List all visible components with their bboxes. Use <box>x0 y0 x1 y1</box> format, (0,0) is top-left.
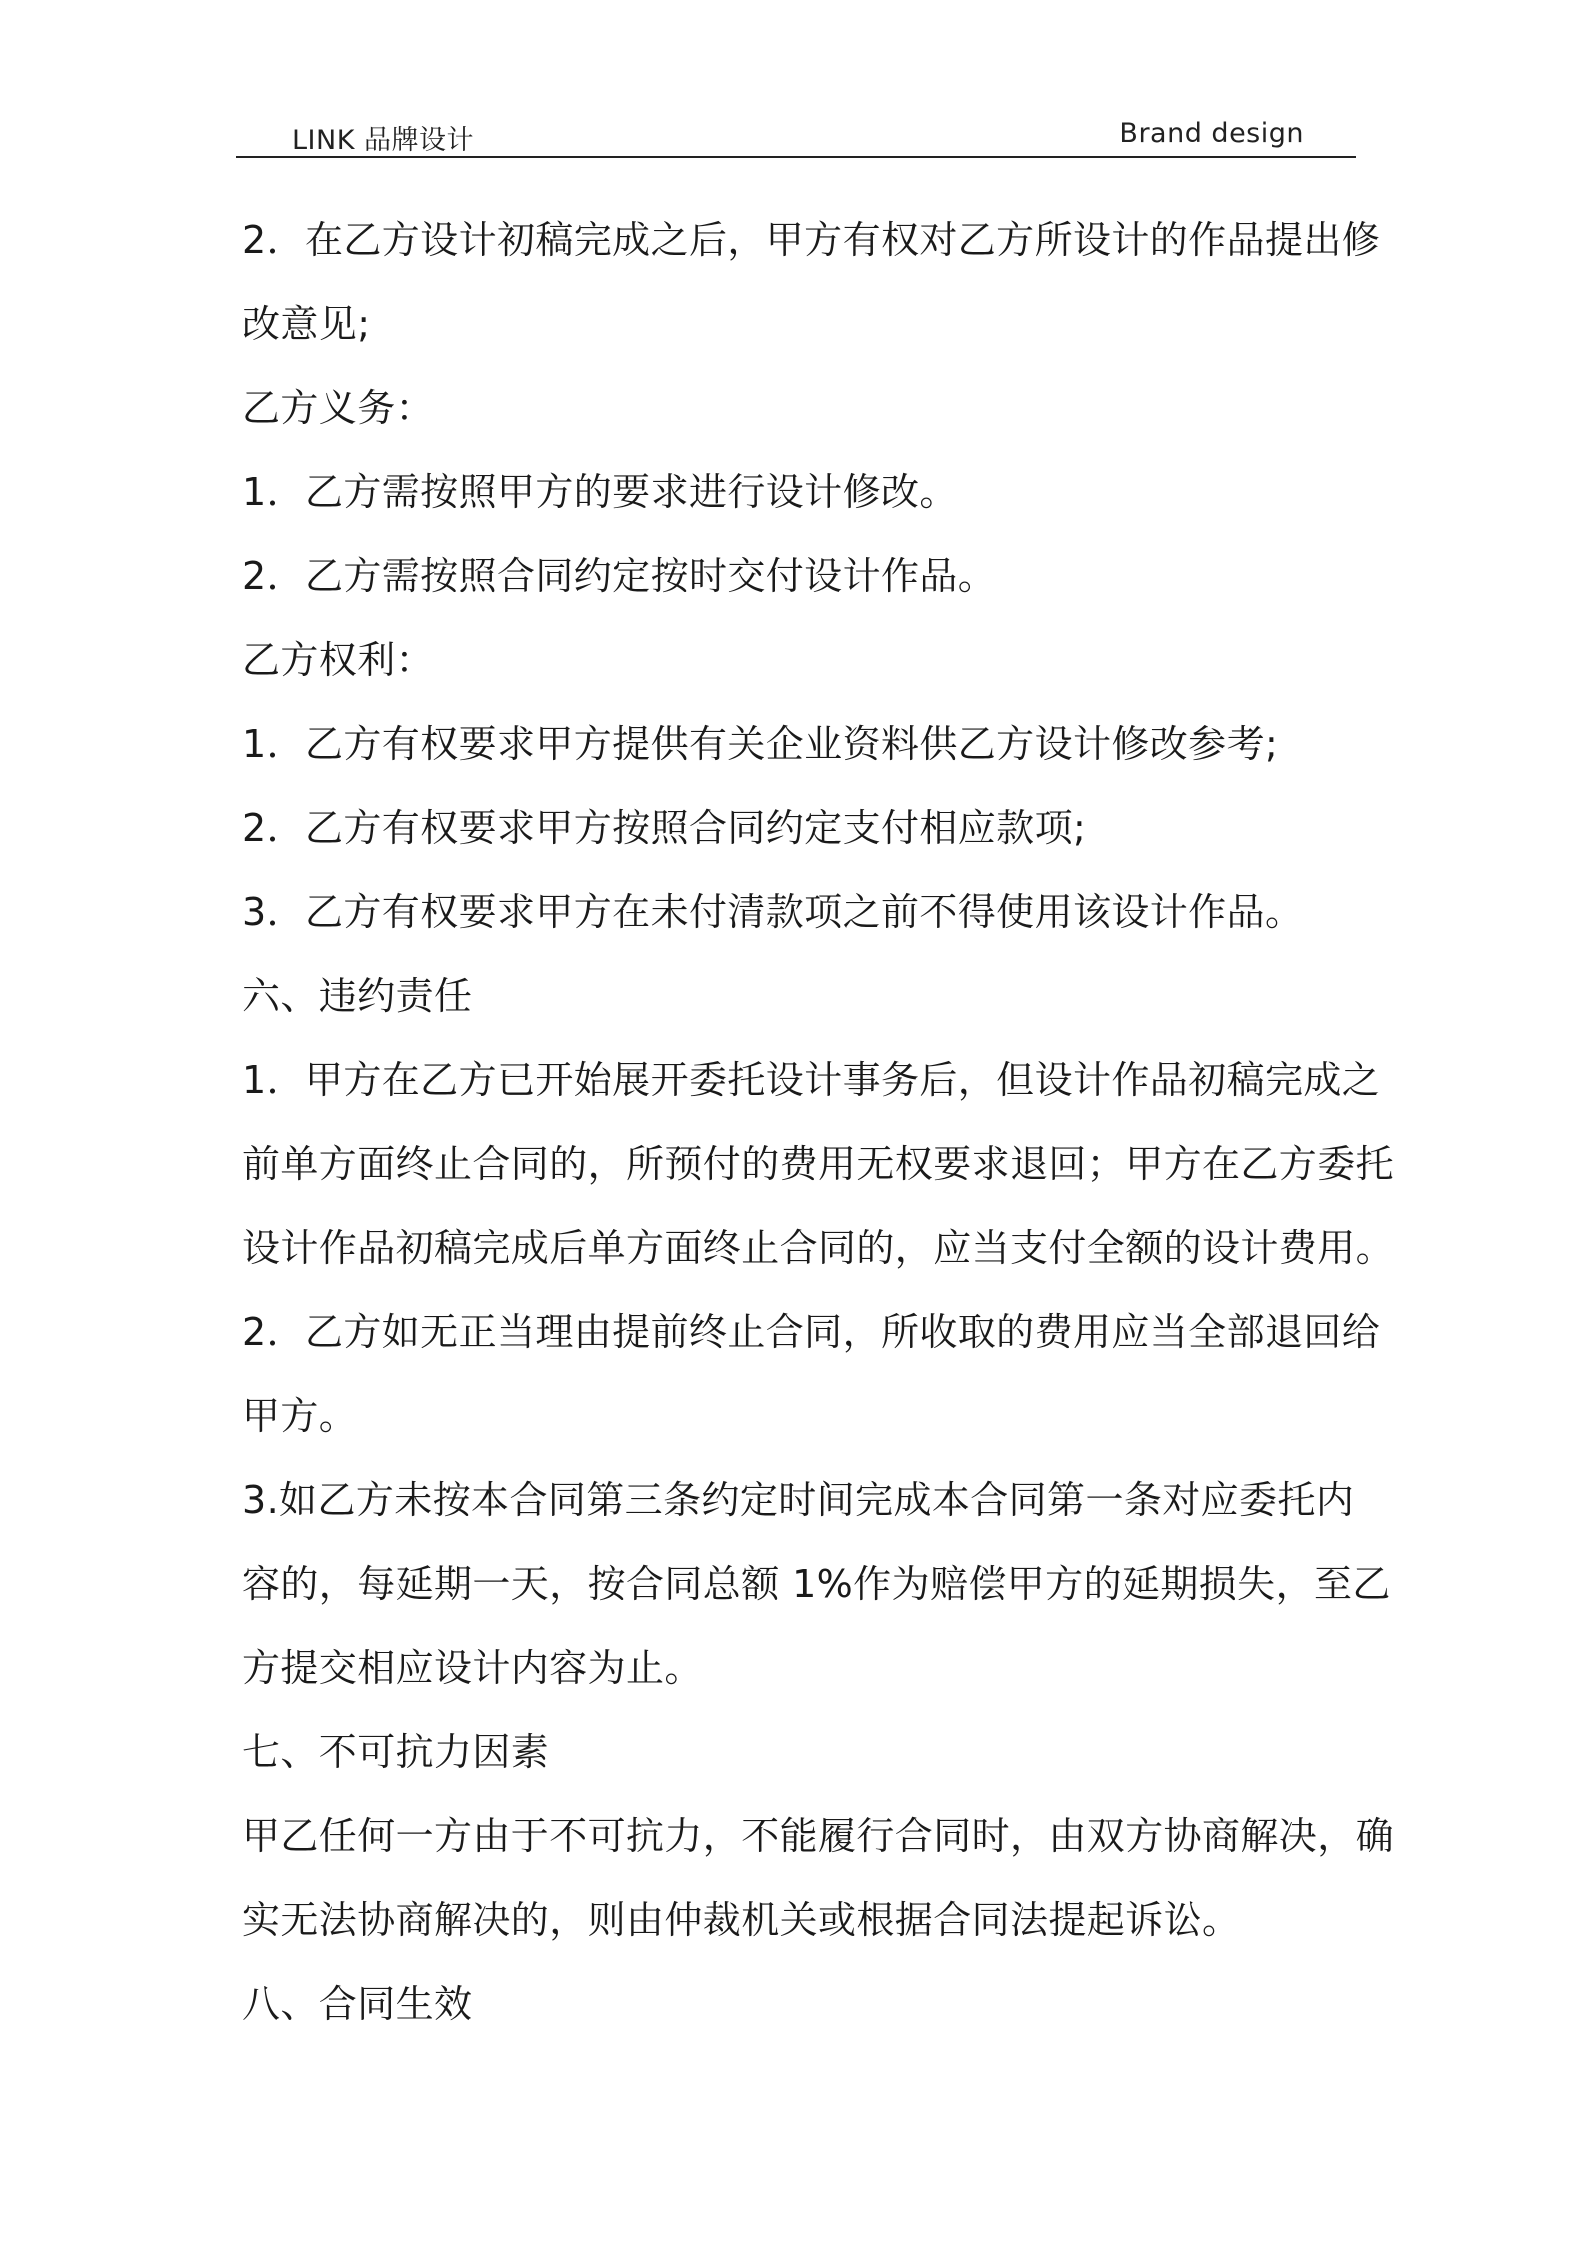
text-line: 改意见; <box>242 302 371 346</box>
text-line: 方提交相应设计内容为止。 <box>242 1646 703 1690</box>
text-line: 前单方面终止合同的，所预付的费用无权要求退回；甲方在乙方委托 <box>242 1142 1395 1186</box>
contract-body <box>242 198 1395 2046</box>
text-line: 容的，每延期一天，按合同总额 1%作为赔偿甲方的延期损失，至乙 <box>242 1562 1391 1606</box>
section-heading: 六、违约责任 <box>242 974 473 1018</box>
page-header <box>236 112 1356 158</box>
text-line: 3．乙方有权要求甲方在未付清款项之前不得使用该设计作品。 <box>242 890 1304 934</box>
text-line: 2．乙方需按照合同约定按时交付设计作品。 <box>242 554 997 598</box>
text-line: 设计作品初稿完成后单方面终止合同的，应当支付全额的设计费用。 <box>242 1226 1395 1270</box>
section-heading: 七、不可抗力因素 <box>242 1730 550 1774</box>
header-brand-title: LINK 品牌设计 <box>292 125 474 156</box>
text-line: 甲方。 <box>242 1394 358 1438</box>
text-line: 2．乙方有权要求甲方按照合同约定支付相应款项; <box>242 806 1087 850</box>
text-line: 2．在乙方设计初稿完成之后，甲方有权对乙方所设计的作品提出修 <box>242 218 1381 262</box>
header-brand-design: Brand design <box>1119 118 1304 149</box>
section-heading: 八、合同生效 <box>242 1982 473 2026</box>
section-heading: 乙方权利： <box>242 638 435 682</box>
text-line: 实无法协商解决的，则由仲裁机关或根据合同法提起诉讼。 <box>242 1898 1241 1942</box>
text-line: 3.如乙方未按本合同第三条约定时间完成本合同第一条对应委托内 <box>242 1478 1355 1522</box>
text-line: 1．乙方有权要求甲方提供有关企业资料供乙方设计修改参考; <box>242 722 1279 766</box>
text-line: 2．乙方如无正当理由提前终止合同，所收取的费用应当全部退回给 <box>242 1310 1381 1354</box>
section-heading: 乙方义务： <box>242 386 435 430</box>
text-line: 1．乙方需按照甲方的要求进行设计修改。 <box>242 470 958 514</box>
text-line: 甲乙任何一方由于不可抗力，不能履行合同时，由双方协商解决，确 <box>242 1814 1395 1858</box>
text-line: 1．甲方在乙方已开始展开委托设计事务后，但设计作品初稿完成之 <box>242 1058 1381 1102</box>
